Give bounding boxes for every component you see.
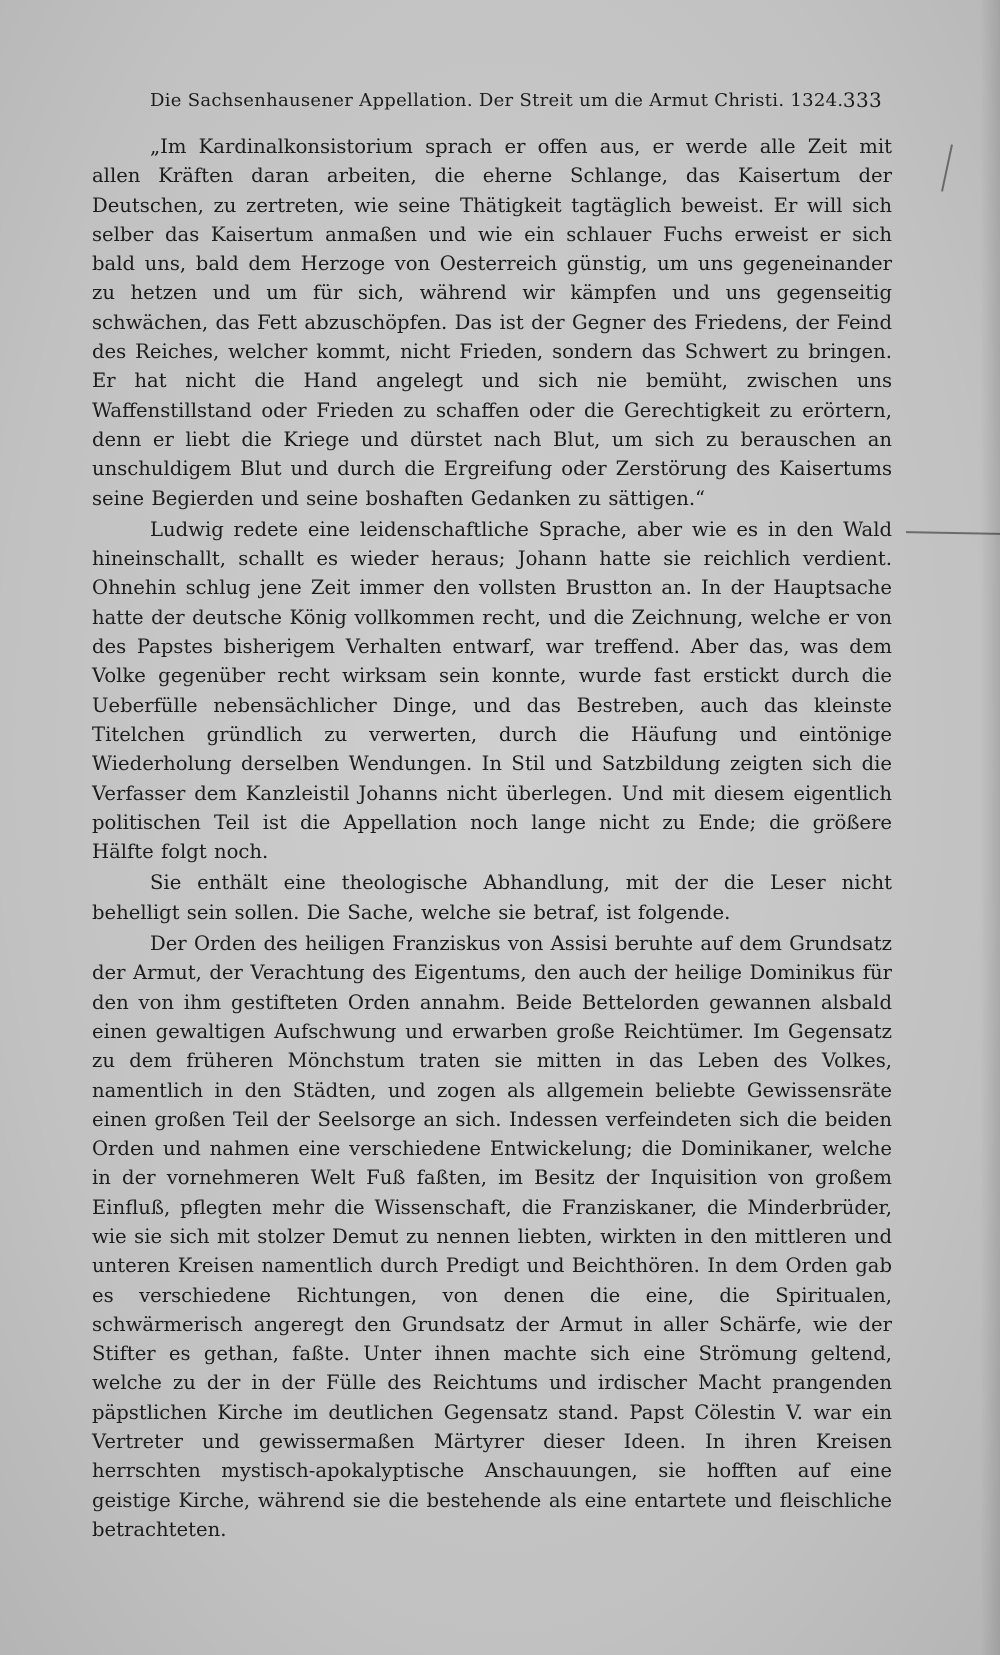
paragraph-orders: Der Orden des heiligen Franziskus von Assisi beruhte auf dem Grundsatz der Armut, der Verachtung des Eigentums, den auch der heilige Dominikus für den von ihm gestifteten Orden annahm. Beide Bettelorden gewannen alsbald einen gewaltigen Aufschwung und erwarben große Reichtümer. Im Gegensatz zu dem früheren Mönchstum traten sie mitten in das Leben des Volkes, namentlich in den Städten, und zogen als allgemein beliebte Gewissensräte einen großen Teil der Seelsorge an sich. Indessen verfeindeten sich die beiden Orden und nahmen eine verschiedene Entwickelung; die Dominikaner, welche in der vornehmeren Welt Fuß faßten, im Besitz der Inquisition von großem Einfluß, pflegten mehr die Wissenschaft, die Franziskaner, die Minderbrüder, wie sie sich mit stolzer Demut zu nennen liebten, wirkten in den mittleren und unteren Kreisen namentlich durch Predigt und Beichthören. In dem Orden gab es verschiedene Richtungen, von denen die eine, die Spiritualen, schwärmerisch angeregt den Grundsatz der Armut in aller Schärfe, wie der Stifter es gethan, faßte. Unter ihnen machte sich eine Strömung geltend, welche zu der in der Fülle des Reichtums und irdischer Macht prangenden päpstlichen Kirche im deutlichen Gegensatz stand. Papst Cölestin V. war ein Vertreter und gewissermaßen Märtyrer dieser Ideen. In ihren Kreisen herrschten mystisch-apokalyptische Anschauungen, sie hofften auf eine geistige Kirche, während sie die bestehende als eine entartete und fleischliche betrachteten. — [92, 932, 892, 1541]
body-text — [92, 132, 892, 1546]
margin-pencil-mark — [941, 144, 953, 191]
page-number: 333 — [842, 88, 882, 112]
paragraph-theology: Sie enthält eine theologische Abhandlung, mit der die Leser nicht behelligt sein sollen. Die Sache, welche sie betraf, ist folgende. — [92, 871, 892, 924]
running-title: Die Sachsenhausener Appellation. Der Streit um die Armut Christi. 1324. — [150, 90, 844, 111]
paragraph-ludwig: Ludwig redete eine leidenschaftliche Sprache, aber wie es in den Wald hineinschallt, schallt es wieder heraus; Johann hatte sie reichlich verdient. Ohnehin schlug jene Zeit immer den vollsten Brustton an. In der Hauptsache hatte der deutsche König vollkommen recht, und die Zeichnung, welche er von des Papstes bisherigem Verhalten entwarf, war treffend. Aber das, was dem Volke gegenüber recht wirksam sein konnte, wurde fast erstickt durch die Ueberfülle nebensächlicher Dinge, und das Bestreben, auch das kleinste Titelchen gründlich zu verwerten, durch die Häufung und eintönige Wiederholung derselben Wendungen. In Stil und Satzbildung zeigten sich die Verfasser dem Kanzleistil Johanns nicht überlegen. Und mit diesem eigentlich politischen Teil ist die Appellation noch lange nicht zu Ende; die größere Hälfte folgt noch. — [92, 517, 892, 864]
running-header — [150, 84, 890, 118]
paragraph-quote: „Im Kardinalkonsistorium sprach er offen aus, er werde alle Zeit mit allen Kräften daran arbeiten, die eherne Schlange, das Kaisertum der Deutschen, zu zertreten, wie seine Thätigkeit tagtäglich beweist. Er will sich selber das Kaisertum anmaßen und wie ein schlauer Fuchs erweist er sich bald uns, bald dem Herzoge von Oesterreich günstig, um uns gegeneinander zu hetzen und um für sich, während wir kämpfen und uns gegenseitig schwächen, das Fett abzuschöpfen. Das ist der Gegner des Friedens, der Feind des Reiches, welcher kommt, nicht Frieden, sondern das Schwert zu bringen. Er hat nicht die Hand angelegt und sich nie bemüht, zwischen uns Waffenstillstand oder Frieden zu schaffen oder die Gerechtigkeit zu erörtern, denn er liebt die Kriege und dürstet nach Blut, um sich zu berauschen an unschuldigem Blut und durch die Ergreifung oder Zerstörung des Kaisertums seine Begierden und seine boshaften Gedanken zu sättigen.“ — [92, 135, 892, 510]
page-edge-shadow — [980, 0, 1000, 1655]
